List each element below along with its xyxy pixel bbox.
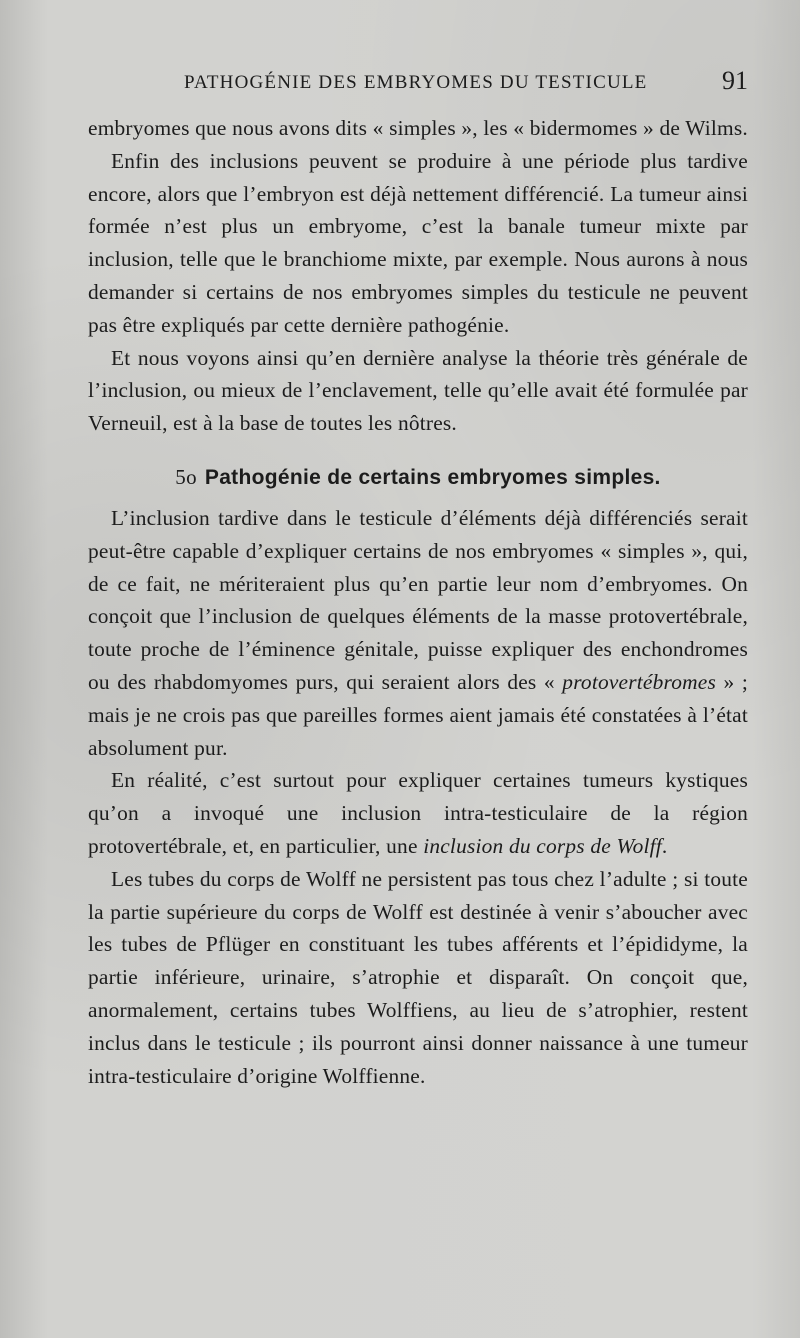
paragraph: Les tubes du corps de Wolff ne persistent pas tous chez l’adulte ; si toute la partie supérieure du corps de Wolff est destinée à venir s’aboucher avec les tubes de Pflüger en constituant les tubes afférents et l’épididyme, la partie inférieure, urinaire, s’atrophie et disparaît. On conçoit que, anormalement, certains tubes Wolffiens, au lieu de s’atrophier, restent inclus dans le testicule ; ils pourront ainsi donner naissance à une tumeur intra-testiculaire d’origine Wolffienne. — [88, 866, 748, 1088]
paragraph: Et nous voyons ainsi qu’en dernière analyse la théorie très générale de l’inclusion, ou mieux de l’enclavement, telle qu’elle avait été formulée par Verneuil, est à la base de toutes les nôtres. — [88, 345, 748, 436]
paragraph-text: En réalité, c’est surtout pour expliquer certaines tumeurs kystiques qu’on a invoqué une inclusion intra-testiculaire de la région protovertébrale, et, en particulier, une — [88, 768, 748, 858]
page-number: 91 — [722, 66, 748, 95]
body-text — [88, 112, 748, 1092]
paragraph: Enfin des inclusions peuvent se produire à une période plus tardive encore, alors que l’embryon est déjà nettement différencié. La tumeur ainsi formée n’est plus un embryome, c’est la banale tumeur mixte par inclusion, telle que le branchiome mixte, par exemple. Nous aurons à nous demander si certains de nos embryomes simples du testicule ne peuvent pas être expliqués par cette dernière pathogénie. — [88, 148, 748, 337]
page-header — [88, 66, 748, 102]
paragraph-text: » ; mais je ne crois pas que pareilles formes aient jamais été constatées à l’état absolument pur. — [88, 669, 748, 760]
running-head: PATHOGÉNIE DES EMBRYOMES DU TESTICULE — [184, 72, 648, 93]
continued-paragraph: embryomes que nous avons dits « simples », les « bidermomes » de Wilms. — [88, 116, 748, 140]
paragraph — [88, 502, 748, 764]
paragraph — [88, 764, 748, 862]
section-heading — [88, 463, 748, 492]
paragraph-text: . — [661, 833, 668, 858]
italic-term: protovertébromes — [562, 669, 716, 694]
italic-term: inclusion du corps de Wolff — [423, 833, 662, 858]
section-number: 5o — [175, 464, 197, 489]
paragraph-text: L’inclusion tardive dans le testicule d’éléments déjà différenciés serait peut-être capable d’expliquer certains de nos embryomes « simples », qui, de ce fait, ne mériteraient plus qu’en partie leur nom d’embryomes. On conçoit que l’inclusion de quelques éléments de la masse protovertébrale, toute proche de l’éminence génitale, puisse expliquer des enchondromes ou des rhabdomyomes purs, qui seraient alors des « — [88, 505, 748, 694]
section-title: Pathogénie de certains embryomes simples. — [204, 465, 661, 489]
